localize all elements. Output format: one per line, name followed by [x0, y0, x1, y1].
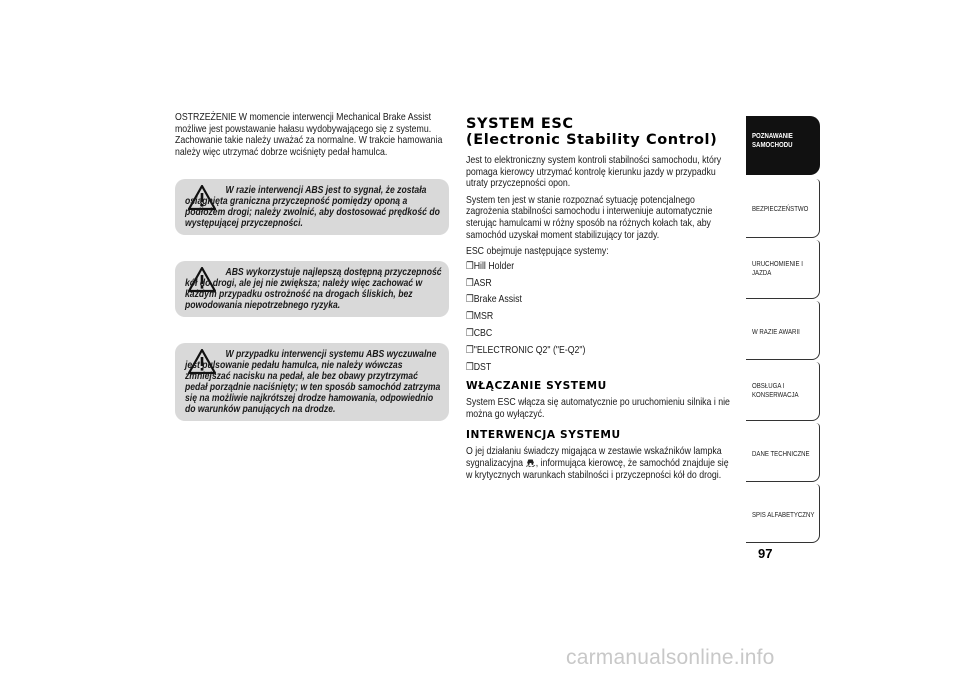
checkbox-glyph-icon: ❒	[466, 277, 474, 289]
right-column	[466, 117, 738, 481]
list-item: ❒"ELECTRONIC Q2" ("E-Q2")	[466, 344, 586, 356]
tab-uruchomienie-i-jazda[interactable]	[746, 240, 820, 299]
warning-intro-text: OSTRZEŻENIE W momencie interwencji Mechanical Brake Assist możliwe jest powstawanie hałasu wydobywającego się z systemu. Zachowanie takie należy uważać za normalne. W trakcie hamowania należy więc utrzymać dobrze wciśnięty pedał hamulca.	[175, 112, 443, 158]
list-item: ❒Brake Assist	[466, 294, 522, 306]
tab-spis-alfabetyczny[interactable]	[746, 484, 820, 543]
intervention-heading: INTERWENCJA SYSTEMU	[466, 428, 621, 441]
checkbox-glyph-icon: ❒	[466, 344, 474, 356]
checkbox-glyph-icon: ❒	[466, 311, 474, 323]
list-item: ❒MSR	[466, 311, 494, 323]
tab-obsluga-i-konserwacja[interactable]	[746, 362, 820, 421]
tab-label: SPIS ALFABETYCZNY	[752, 510, 815, 519]
tab-label: W RAZIE AWARII	[752, 327, 800, 336]
list-item: ❒ASR	[466, 277, 492, 289]
warning-text-2: ABS wykorzystuje najlepszą dostępną przyczepność kół do drogi, ale jej nie zwiększa; należy więc zachować w każdym przypadku ostrożność na drogach śliskich, bez powodowania niepotrzebnego ryzyka.	[185, 267, 442, 312]
section-title-line1: SYSTEM ESC	[466, 116, 574, 132]
warning-box-1	[175, 179, 449, 235]
checkbox-glyph-icon: ❒	[466, 327, 474, 339]
tab-poznawanie-samochodu[interactable]	[746, 116, 820, 175]
intervention-text: O jej działaniu świadczy migająca w zestawie wskaźników lampka sygnalizacyjna , informująca kierowcę, że samochód znajduje się w krytycznych warunkach stabilności i przyczepności kół do drogi.	[466, 445, 729, 481]
warning-box-2	[175, 261, 449, 317]
tab-label: POZNAWANIE SAMOCHODU	[752, 131, 793, 149]
esc-description: Jest to elektroniczny system kontroli stabilności samochodu, który pomaga kierowcy utrzymać kontrolę kierunku jazdy w przypadku utraty przyczepności opon.	[466, 155, 722, 190]
checkbox-glyph-icon: ❒	[466, 260, 474, 272]
esc-function-text: System ten jest w stanie rozpoznać sytuację potencjalnego zagrożenia stabilności samochodu i interweniuje automatycznie sterując hamulcami w różny sposób na różnych kołach tak, aby samochód uzyskał moment stabilizujący tor jazdy.	[466, 194, 713, 241]
esc-systems-intro: ESC obejmuje następujące systemy:	[466, 246, 609, 258]
tab-dane-techniczne[interactable]	[746, 423, 820, 482]
esc-warning-lamp-icon	[525, 457, 535, 467]
tab-label: OBSŁUGA I KONSERWACJA	[752, 381, 799, 399]
tab-label: BEZPIECZEŃSTWO	[752, 204, 809, 213]
section-title	[466, 117, 738, 148]
page-number: 97	[758, 546, 773, 561]
warning-text-3: W przypadku interwencji systemu ABS wyczuwalne jest pulsowanie pedału hamulca, nie należy wówczas zmniejszać nacisku na pedał, ale bez obawy przytrzymać pedał porządnie naciśnięty; w ten sposób samochód zatrzyma się na możliwie najkrótszej drodze hamowania, odpowiednio do warunków panujących na drodze.	[185, 349, 441, 416]
systems-list	[466, 259, 738, 377]
checkbox-glyph-icon: ❒	[466, 294, 474, 306]
activation-heading: WŁĄCZANIE SYSTEMU	[466, 380, 607, 393]
warning-box-3	[175, 343, 449, 421]
watermark: carmanualsonline.info	[566, 646, 775, 669]
list-item: ❒Hill Holder	[466, 260, 515, 272]
tab-label: DANE TECHNICZNE	[752, 449, 810, 458]
tab-bezpieczenstwo[interactable]	[746, 179, 820, 238]
left-column	[175, 112, 455, 421]
list-item: ❒DST	[466, 361, 492, 373]
tab-w-razie-awarii[interactable]	[746, 301, 820, 360]
warning-text-1: W razie interwencji ABS jest to sygnał, że została osiągnięta graniczna przyczepność pomiędzy oponą a podłożem drogi; należy zwolnić, aby dostosować prędkość do występującej przyczepności.	[185, 185, 440, 230]
tab-label: URUCHOMIENIE I JAZDA	[752, 259, 803, 277]
list-item: ❒CBC	[466, 327, 493, 339]
activation-text: System ESC włącza się automatycznie po uruchomieniu silnika i nie można go wyłączyć.	[466, 397, 730, 420]
section-title-line2: (Electronic Stability Control)	[466, 131, 718, 148]
checkbox-glyph-icon: ❒	[466, 361, 474, 373]
